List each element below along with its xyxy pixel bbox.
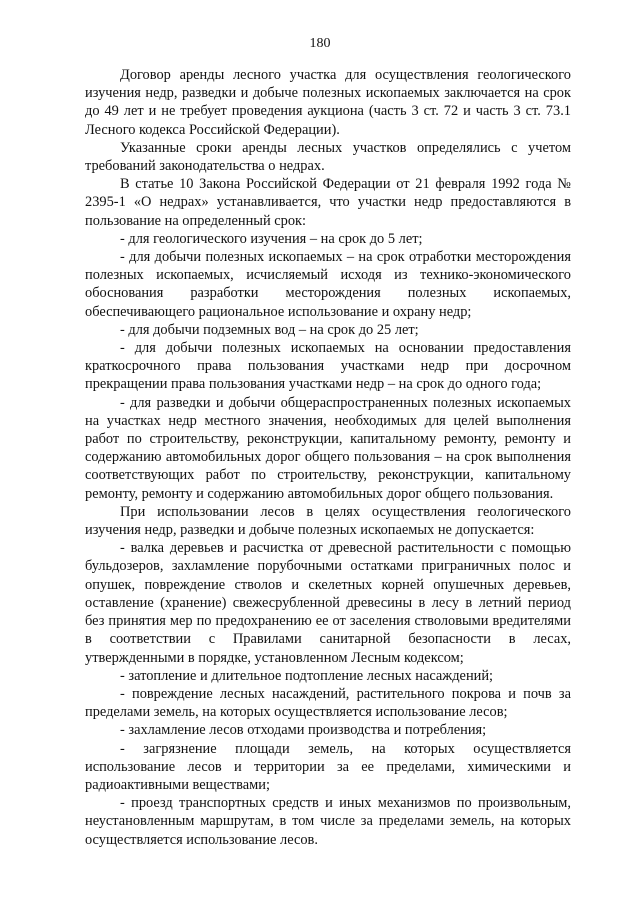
list-item-vehicle-routes: - проезд транспортных средств и иных механизмов по произвольным, неустановленным маршрутам, в том числе за пределами земель, на которых осуществляется использование лесов. (85, 795, 571, 848)
list-item-waste: - захламление лесов отходами производства и потребления; (120, 722, 487, 739)
paragraph-subsoil-law: В статье 10 Закона Российской Федерации от 21 февраля 1992 года № 2395-1 «О недрах» устанавливается, что участки недр предоставляются в пользование на определенный срок: (85, 176, 571, 229)
list-item-tree-felling: - валка деревьев и расчистка от древесной растительности с помощью бульдозеров, захламление порубочными остатками приграничных полос и опушек, повреждение стволов и скелетных корней опушечных деревьев, оставление (хранение) свежесрубленной древесины в лесу в летний период без принятия мер по предохранению ее от заселения стволовыми вредителями в соответствии с Правилами санитарной безопасности в лесах, утвержденными в порядке, установленном Лесным кодексом; (85, 540, 571, 666)
list-item-groundwater: - для добычи подземных вод – на срок до 25 лет; (120, 321, 419, 338)
list-item-pollution: - загрязнение площади земель, на которых осуществляется использование лесов и территории за ее пределами, химическими и радиоактивными веществами; (85, 740, 571, 793)
paragraph-prohibitions: При использовании лесов в целях осуществления геологического изучения недр, разведки и добыче полезных ископаемых не допускается: (85, 503, 571, 539)
page-number: 180 (309, 36, 331, 51)
list-item-damage: - повреждение лесных насаждений, растительного покрова и почв за пределами земель, на которых осуществляется использование лесов; (85, 685, 571, 721)
list-item-mineral-extraction: - для добычи полезных ископаемых – на срок отработки месторождения полезных ископаемых, исчисляемый исходя из технико-экономического обоснования разработки месторождения полезных ископаемых, обеспечивающего рациональное использование и охрану недр; (85, 249, 571, 320)
paragraph-lease-basis: Указанные сроки аренды лесных участков определялись с учетом требований законодательства о недрах. (85, 139, 571, 175)
list-item-local-minerals: - для разведки и добычи общераспространенных полезных ископаемых на участках недр местного значения, необходимых для целей выполнения работ по строительству, реконструкции, капитальному ремонту, ремонту и содержанию автомобильных дорог общего пользования – на срок выполнения соответствующих работ по строительству, реконструкции, капитальному ремонту, ремонту и содержанию автомобильных дорог общего пользования. (85, 394, 571, 502)
list-item-flooding: - затопление и длительное подтопление лесных насаждений; (120, 667, 494, 684)
document-body (85, 66, 571, 849)
paragraph-lease-term: Договор аренды лесного участка для осуществления геологического изучения недр, разведки и добыче полезных ископаемых заключается на срок до 49 лет и не требует проведения аукциона (часть 3 ст. 72 и часть 3 ст. 73.1 Лесного кодекса Российской Федерации). (85, 67, 571, 138)
list-item-geological-study: - для геологического изучения – на срок до 5 лет; (120, 230, 423, 247)
list-item-short-term-right: - для добычи полезных ископаемых на основании предоставления краткосрочного права пользования участками недр при досрочном прекращении права пользования участками недр – на срок до одного года; (85, 340, 571, 393)
